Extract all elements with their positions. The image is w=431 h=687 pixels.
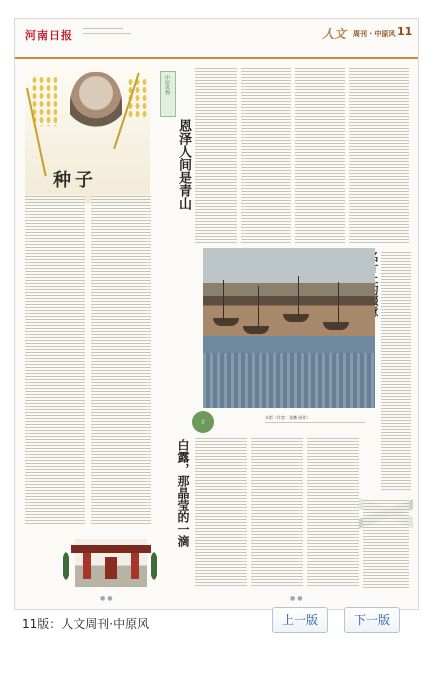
page-dots-left: ●●	[100, 595, 115, 602]
masthead	[15, 19, 418, 59]
previous-page-button[interactable]: 上一版	[272, 607, 328, 633]
page-number: 11	[397, 25, 413, 38]
next-page-button[interactable]: 下一版	[344, 607, 400, 633]
newspaper-page-image[interactable]	[14, 18, 419, 610]
article-body-col-3	[195, 67, 237, 243]
headline-qingshan: 恩泽人间是青山	[176, 119, 191, 210]
article-body-col-9	[251, 437, 303, 587]
portrait-image	[70, 72, 122, 142]
article-body-col-6	[349, 67, 409, 243]
section-name: 周刊 · 中原风	[353, 30, 396, 38]
column-tag: 中原风物	[160, 71, 176, 117]
masthead-info	[83, 27, 131, 36]
section-brand: 人文	[322, 27, 347, 41]
article-body-col-8	[195, 437, 247, 587]
newspaper-logo: 河南日报	[25, 29, 73, 42]
watercolor-painting	[203, 248, 375, 408]
article-body-col-11	[363, 499, 409, 589]
tree-right	[151, 551, 157, 581]
section-badge-icon: 艺	[192, 411, 214, 433]
headline-seed: 种子	[53, 170, 97, 191]
headline-bailu: 白露，那晶莹的一滴	[176, 439, 190, 547]
tree-left	[63, 551, 69, 581]
painting-caption: 水彩（作者：张鹏 画作）	[265, 415, 311, 420]
article-body-col-10	[307, 437, 359, 587]
rice-stalk-left	[26, 82, 76, 177]
painting-caption-sub	[265, 421, 365, 425]
article-body-col-5	[295, 67, 345, 243]
memorial-gate-photo	[75, 539, 147, 587]
page-dots-right: ●●	[290, 595, 305, 602]
article-body-col-1	[25, 195, 85, 525]
article-body-col-4	[241, 67, 291, 243]
article-body-col-7	[381, 251, 411, 491]
page-label: 11版：人文周刊·中原风	[22, 617, 150, 631]
article-body-col-2	[91, 195, 151, 525]
